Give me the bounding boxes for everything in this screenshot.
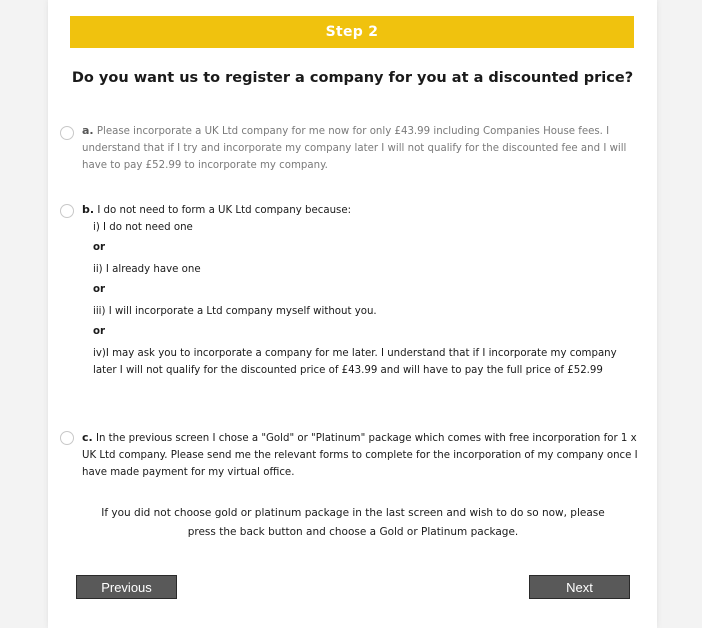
step-card: [48, 0, 657, 628]
option-a-label: Please incorporate a UK Ltd company for me now for only £43.99 including Companies House fees. I understand that if I try and incorporate my company later I will not qualify for the discounted fee and I will have to pay £52.99 to incorporate my company.: [82, 126, 627, 171]
option-a-letter: a.: [82, 124, 94, 137]
option-c-text[interactable]: [82, 429, 642, 481]
option-c-label: In the previous screen I chose a "Gold" or "Platinum" package which comes with free incorporation for 1 x UK Ltd company. Please send me the relevant forms to complete for the incorporation of my company once I have made payment for my virtual office.: [82, 433, 638, 478]
next-button[interactable]: Next: [529, 575, 630, 599]
option-b-reason-1: i) I do not need one: [93, 222, 193, 233]
page-question: Do you want us to register a company for you at a discounted price?: [71, 70, 634, 86]
option-b-radio[interactable]: [60, 204, 74, 218]
option-b-reason-4: iv)I may ask you to incorporate a company for me later. I understand that if I incorporate my company later I will not qualify for the discounted price of £43.99 and will have to pay the full price of £52.99: [93, 348, 617, 376]
previous-button[interactable]: Previous: [76, 575, 177, 599]
option-a-radio[interactable]: [60, 126, 74, 140]
option-b-or-1: or: [93, 242, 106, 253]
option-b-or-2: or: [93, 284, 106, 295]
option-a-text[interactable]: [82, 122, 642, 174]
option-c-radio[interactable]: [60, 431, 74, 445]
option-b-letter: b.: [82, 203, 95, 216]
option-b-reason-3: iii) I will incorporate a Ltd company myself without you.: [93, 306, 377, 317]
option-b-reason-2: ii) I already have one: [93, 264, 201, 275]
option-b-intro: I do not need to form a UK Ltd company because:: [97, 205, 352, 216]
option-b-or-3: or: [93, 326, 106, 337]
option-b-text[interactable]: [82, 201, 642, 379]
option-c-letter: c.: [82, 431, 93, 444]
step-banner: Step 2: [70, 16, 634, 48]
package-note: If you did not choose gold or platinum package in the last screen and wish to do so now, please press the back button and choose a Gold or Platinum package.: [101, 507, 605, 538]
